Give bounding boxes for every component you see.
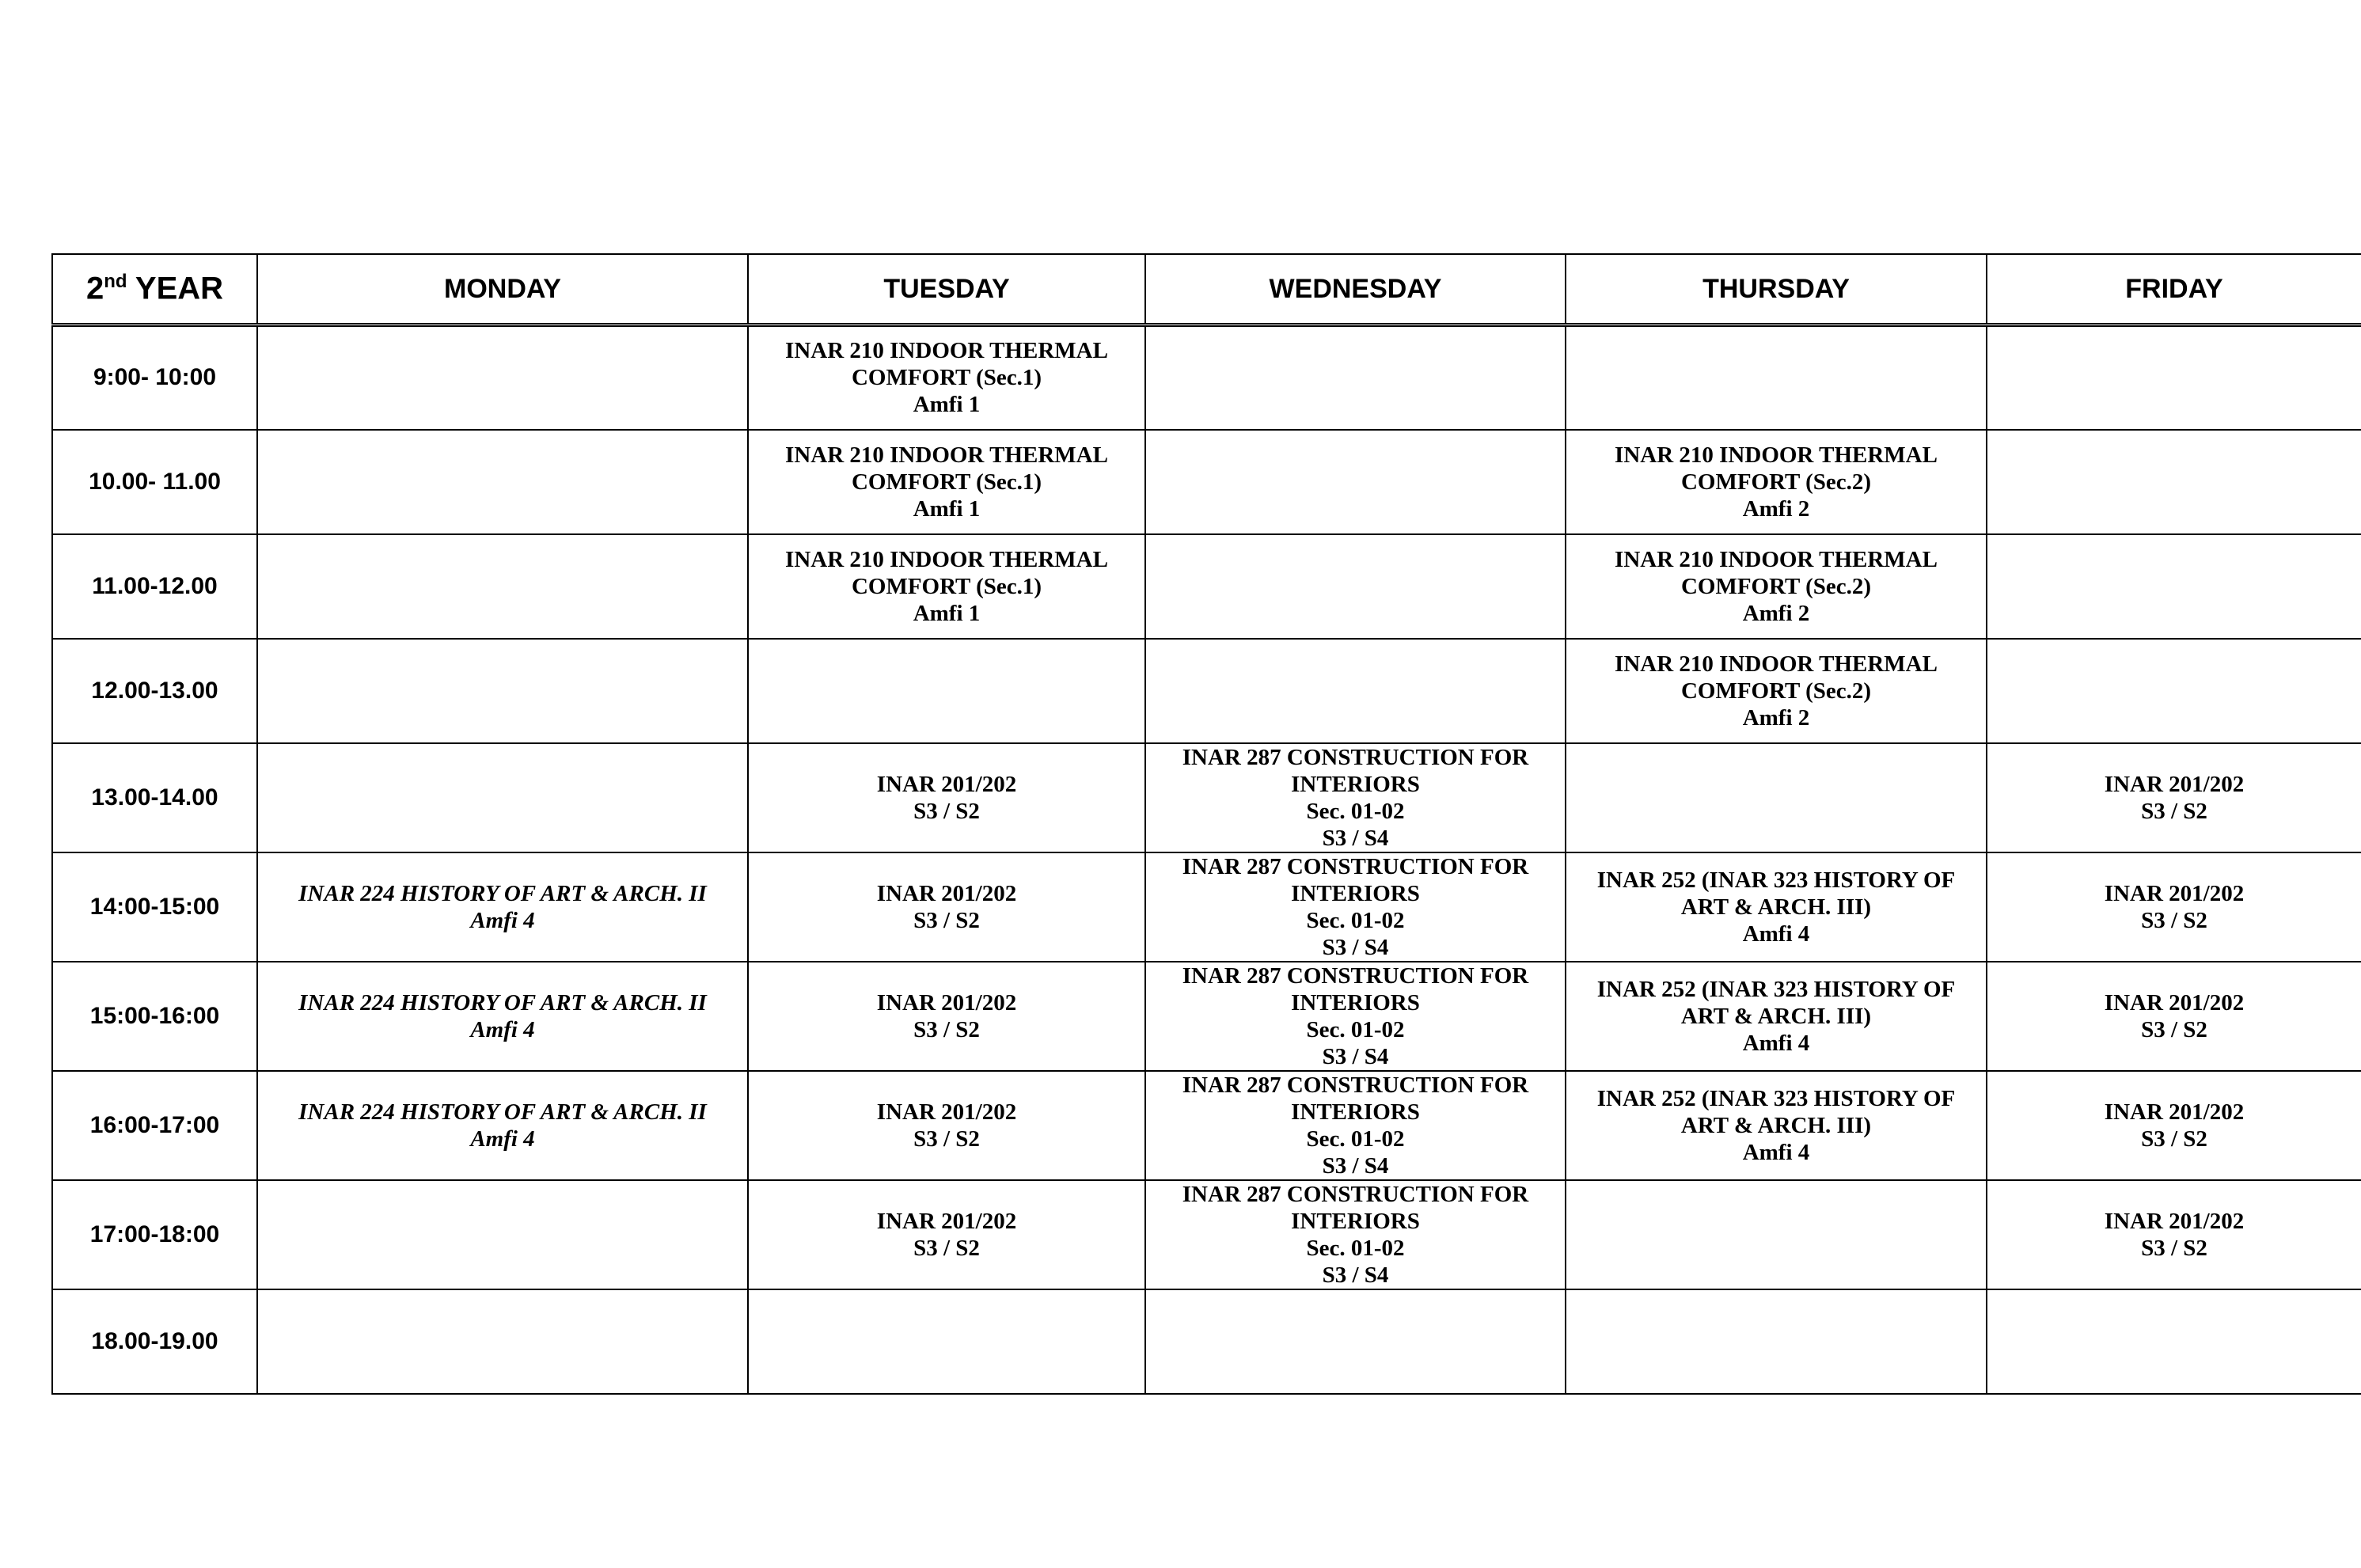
schedule-cell-monday xyxy=(257,325,748,430)
schedule-cell-wednesday xyxy=(1145,852,1566,962)
time-slot-row xyxy=(52,534,2361,639)
schedule-cell-monday xyxy=(257,1071,748,1180)
course-text-line: INAR 201/202 xyxy=(2104,1099,2245,1125)
schedule-cell-wednesday xyxy=(1145,430,1566,534)
course-text-line: INAR 252 (INAR 323 HISTORY OF xyxy=(1596,1085,1956,1111)
course-text-line: Amfi 4 xyxy=(1742,1030,1810,1056)
schedule-cell-friday xyxy=(1987,325,2361,430)
course-text-line: Sec. 01-02 xyxy=(1306,907,1405,933)
time-slot-row xyxy=(52,962,2361,1071)
time-slot-row xyxy=(52,1071,2361,1180)
course-text-line: INAR 224 HISTORY OF ART & ARCH. II xyxy=(298,989,707,1016)
course-text-line: INAR 224 HISTORY OF ART & ARCH. II xyxy=(298,880,707,906)
course-text-line: Sec. 01-02 xyxy=(1306,798,1405,824)
schedule-cell-thursday xyxy=(1566,534,1987,639)
course-text-line: Amfi 2 xyxy=(1742,495,1810,522)
course-text-line: INAR 201/202 xyxy=(876,989,1017,1016)
course-text-line: S3 / S2 xyxy=(913,1126,980,1152)
schedule-cell-tuesday xyxy=(748,743,1145,852)
course-text-line: INTERIORS xyxy=(1291,771,1420,797)
course-text-line: Amfi 4 xyxy=(470,907,535,933)
schedule-cell-friday xyxy=(1987,1180,2361,1289)
course-text-line: INTERIORS xyxy=(1291,1099,1420,1125)
course-text-line: ART & ARCH. III) xyxy=(1680,1003,1872,1029)
course-text-line: INAR 224 HISTORY OF ART & ARCH. II xyxy=(298,1099,707,1125)
time-slot-label: 12.00-13.00 xyxy=(52,639,257,743)
course-text-line: INAR 210 INDOOR THERMAL xyxy=(785,442,1108,468)
year-word: YEAR xyxy=(135,271,224,306)
weekly-schedule-table xyxy=(51,253,2361,1395)
schedule-cell-tuesday xyxy=(748,852,1145,962)
schedule-cell-thursday xyxy=(1566,743,1987,852)
course-text-line: Sec. 01-02 xyxy=(1306,1016,1405,1042)
schedule-cell-wednesday xyxy=(1145,1180,1566,1289)
day-header-tuesday: TUESDAY xyxy=(748,254,1145,325)
header-row xyxy=(52,254,2361,325)
course-text-line: INAR 201/202 xyxy=(876,1208,1017,1234)
schedule-cell-monday xyxy=(257,1289,748,1394)
course-text-line: Amfi 2 xyxy=(1742,600,1810,626)
course-text-line: INAR 201/202 xyxy=(876,771,1017,797)
schedule-cell-friday xyxy=(1987,743,2361,852)
course-text-line: S3 / S2 xyxy=(913,907,980,933)
time-slot-label: 16:00-17:00 xyxy=(52,1071,257,1180)
course-text-line: INAR 252 (INAR 323 HISTORY OF xyxy=(1596,976,1956,1002)
schedule-cell-monday xyxy=(257,962,748,1071)
schedule-cell-tuesday xyxy=(748,534,1145,639)
course-text-line: INAR 210 INDOOR THERMAL xyxy=(1615,442,1938,468)
schedule-cell-wednesday xyxy=(1145,1289,1566,1394)
schedule-cell-tuesday xyxy=(748,1180,1145,1289)
time-slot-row xyxy=(52,852,2361,962)
course-text-line: INAR 201/202 xyxy=(2104,771,2245,797)
schedule-cell-tuesday xyxy=(748,639,1145,743)
course-text-line: S3 / S4 xyxy=(1322,934,1389,960)
course-text-line: INAR 210 INDOOR THERMAL xyxy=(1615,651,1938,677)
course-text-line: Amfi 1 xyxy=(913,392,981,418)
course-text-line: INAR 201/202 xyxy=(2104,1208,2245,1234)
course-text-line: INTERIORS xyxy=(1291,1208,1420,1234)
course-text-line: INAR 201/202 xyxy=(876,1099,1017,1125)
schedule-body xyxy=(52,325,2361,1394)
day-header-thursday: THURSDAY xyxy=(1566,254,1987,325)
schedule-cell-tuesday xyxy=(748,1071,1145,1180)
time-slot-row xyxy=(52,1289,2361,1394)
course-text-line: Amfi 2 xyxy=(1742,704,1810,731)
schedule-cell-monday xyxy=(257,743,748,852)
schedule-cell-tuesday xyxy=(748,430,1145,534)
schedule-cell-friday xyxy=(1987,1071,2361,1180)
course-text-line: INAR 287 CONSTRUCTION FOR xyxy=(1182,853,1529,879)
course-text-line: INAR 252 (INAR 323 HISTORY OF xyxy=(1596,867,1956,893)
schedule-cell-thursday xyxy=(1566,1071,1987,1180)
schedule-cell-friday xyxy=(1987,1289,2361,1394)
schedule-cell-wednesday xyxy=(1145,743,1566,852)
course-text-line: Sec. 01-02 xyxy=(1306,1126,1405,1152)
course-text-line: Amfi 1 xyxy=(913,495,981,522)
course-text-line: S3 / S2 xyxy=(913,1235,980,1261)
course-text-line: INAR 210 INDOOR THERMAL xyxy=(785,546,1108,572)
schedule-cell-tuesday xyxy=(748,1289,1145,1394)
schedule-cell-monday xyxy=(257,534,748,639)
schedule-cell-thursday xyxy=(1566,639,1987,743)
course-text-line: S3 / S2 xyxy=(2141,1126,2207,1152)
course-text-line: S3 / S4 xyxy=(1322,825,1389,851)
schedule-cell-tuesday xyxy=(748,962,1145,1071)
course-text-line: S3 / S4 xyxy=(1322,1262,1389,1288)
schedule-cell-friday xyxy=(1987,852,2361,962)
course-text-line: COMFORT (Sec.2) xyxy=(1680,469,1872,495)
year-number: 2 xyxy=(85,271,104,306)
course-text-line: COMFORT (Sec.2) xyxy=(1680,678,1872,704)
schedule-cell-thursday xyxy=(1566,325,1987,430)
course-text-line: COMFORT (Sec.2) xyxy=(1680,573,1872,599)
schedule-cell-wednesday xyxy=(1145,1071,1566,1180)
schedule-cell-monday xyxy=(257,430,748,534)
schedule-cell-thursday xyxy=(1566,1289,1987,1394)
course-text-line: Amfi 4 xyxy=(1742,1139,1810,1165)
course-text-line: COMFORT (Sec.1) xyxy=(851,573,1042,599)
course-text-line: Amfi 4 xyxy=(470,1126,535,1152)
time-slot-label: 17:00-18:00 xyxy=(52,1180,257,1289)
time-slot-label: 14:00-15:00 xyxy=(52,852,257,962)
schedule-cell-wednesday xyxy=(1145,534,1566,639)
course-text-line: INAR 287 CONSTRUCTION FOR xyxy=(1182,1072,1529,1098)
schedule-cell-thursday xyxy=(1566,1180,1987,1289)
time-slot-row xyxy=(52,743,2361,852)
course-text-line: INAR 201/202 xyxy=(2104,880,2245,906)
schedule-cell-friday xyxy=(1987,534,2361,639)
year-ordinal: nd xyxy=(104,271,127,293)
schedule-cell-wednesday xyxy=(1145,962,1566,1071)
course-text-line: Sec. 01-02 xyxy=(1306,1235,1405,1261)
course-text-line: ART & ARCH. III) xyxy=(1680,1112,1872,1138)
time-slot-label: 13.00-14.00 xyxy=(52,743,257,852)
day-header-monday: MONDAY xyxy=(257,254,748,325)
schedule-cell-thursday xyxy=(1566,430,1987,534)
course-text-line: S3 / S2 xyxy=(2141,1016,2207,1042)
time-slot-row xyxy=(52,1180,2361,1289)
course-text-line: INAR 287 CONSTRUCTION FOR xyxy=(1182,744,1529,770)
course-text-line: INAR 201/202 xyxy=(876,880,1017,906)
course-text-line: Amfi 4 xyxy=(1742,921,1810,947)
course-text-line: S3 / S2 xyxy=(913,1016,980,1042)
schedule-cell-friday xyxy=(1987,430,2361,534)
course-text-line: INTERIORS xyxy=(1291,880,1420,906)
course-text-line: COMFORT (Sec.1) xyxy=(851,365,1042,391)
course-text-line: INAR 210 INDOOR THERMAL xyxy=(1615,546,1938,572)
year-header xyxy=(52,254,257,325)
course-text-line: S3 / S2 xyxy=(2141,798,2207,824)
course-text-line: INAR 210 INDOOR THERMAL xyxy=(785,338,1108,364)
time-slot-row xyxy=(52,325,2361,430)
time-slot-row xyxy=(52,430,2361,534)
time-slot-label: 11.00-12.00 xyxy=(52,534,257,639)
schedule-cell-friday xyxy=(1987,962,2361,1071)
course-text-line: S3 / S4 xyxy=(1322,1152,1389,1179)
schedule-cell-tuesday xyxy=(748,325,1145,430)
schedule-cell-wednesday xyxy=(1145,639,1566,743)
time-slot-label: 18.00-19.00 xyxy=(52,1289,257,1394)
time-slot-row xyxy=(52,639,2361,743)
schedule-cell-friday xyxy=(1987,639,2361,743)
schedule-cell-monday xyxy=(257,1180,748,1289)
course-text-line: Amfi 4 xyxy=(470,1016,535,1042)
course-text-line: INAR 287 CONSTRUCTION FOR xyxy=(1182,962,1529,989)
course-text-line: COMFORT (Sec.1) xyxy=(851,469,1042,495)
course-text-line: S3 / S2 xyxy=(2141,1235,2207,1261)
course-text-line: S3 / S4 xyxy=(1322,1043,1389,1069)
schedule-cell-wednesday xyxy=(1145,325,1566,430)
day-header-wednesday: WEDNESDAY xyxy=(1145,254,1566,325)
schedule-cell-monday xyxy=(257,639,748,743)
course-text-line: S3 / S2 xyxy=(2141,907,2207,933)
course-text-line: Amfi 1 xyxy=(913,600,981,626)
course-text-line: S3 / S2 xyxy=(913,798,980,824)
schedule-cell-thursday xyxy=(1566,852,1987,962)
time-slot-label: 9:00- 10:00 xyxy=(52,325,257,430)
course-text-line: INTERIORS xyxy=(1291,989,1420,1016)
course-text-line: ART & ARCH. III) xyxy=(1680,894,1872,920)
course-text-line: INAR 287 CONSTRUCTION FOR xyxy=(1182,1181,1529,1207)
day-header-friday: FRIDAY xyxy=(1987,254,2361,325)
time-slot-label: 15:00-16:00 xyxy=(52,962,257,1071)
course-text-line: INAR 201/202 xyxy=(2104,989,2245,1016)
time-slot-label: 10.00- 11.00 xyxy=(52,430,257,534)
schedule-cell-monday xyxy=(257,852,748,962)
schedule-cell-thursday xyxy=(1566,962,1987,1071)
